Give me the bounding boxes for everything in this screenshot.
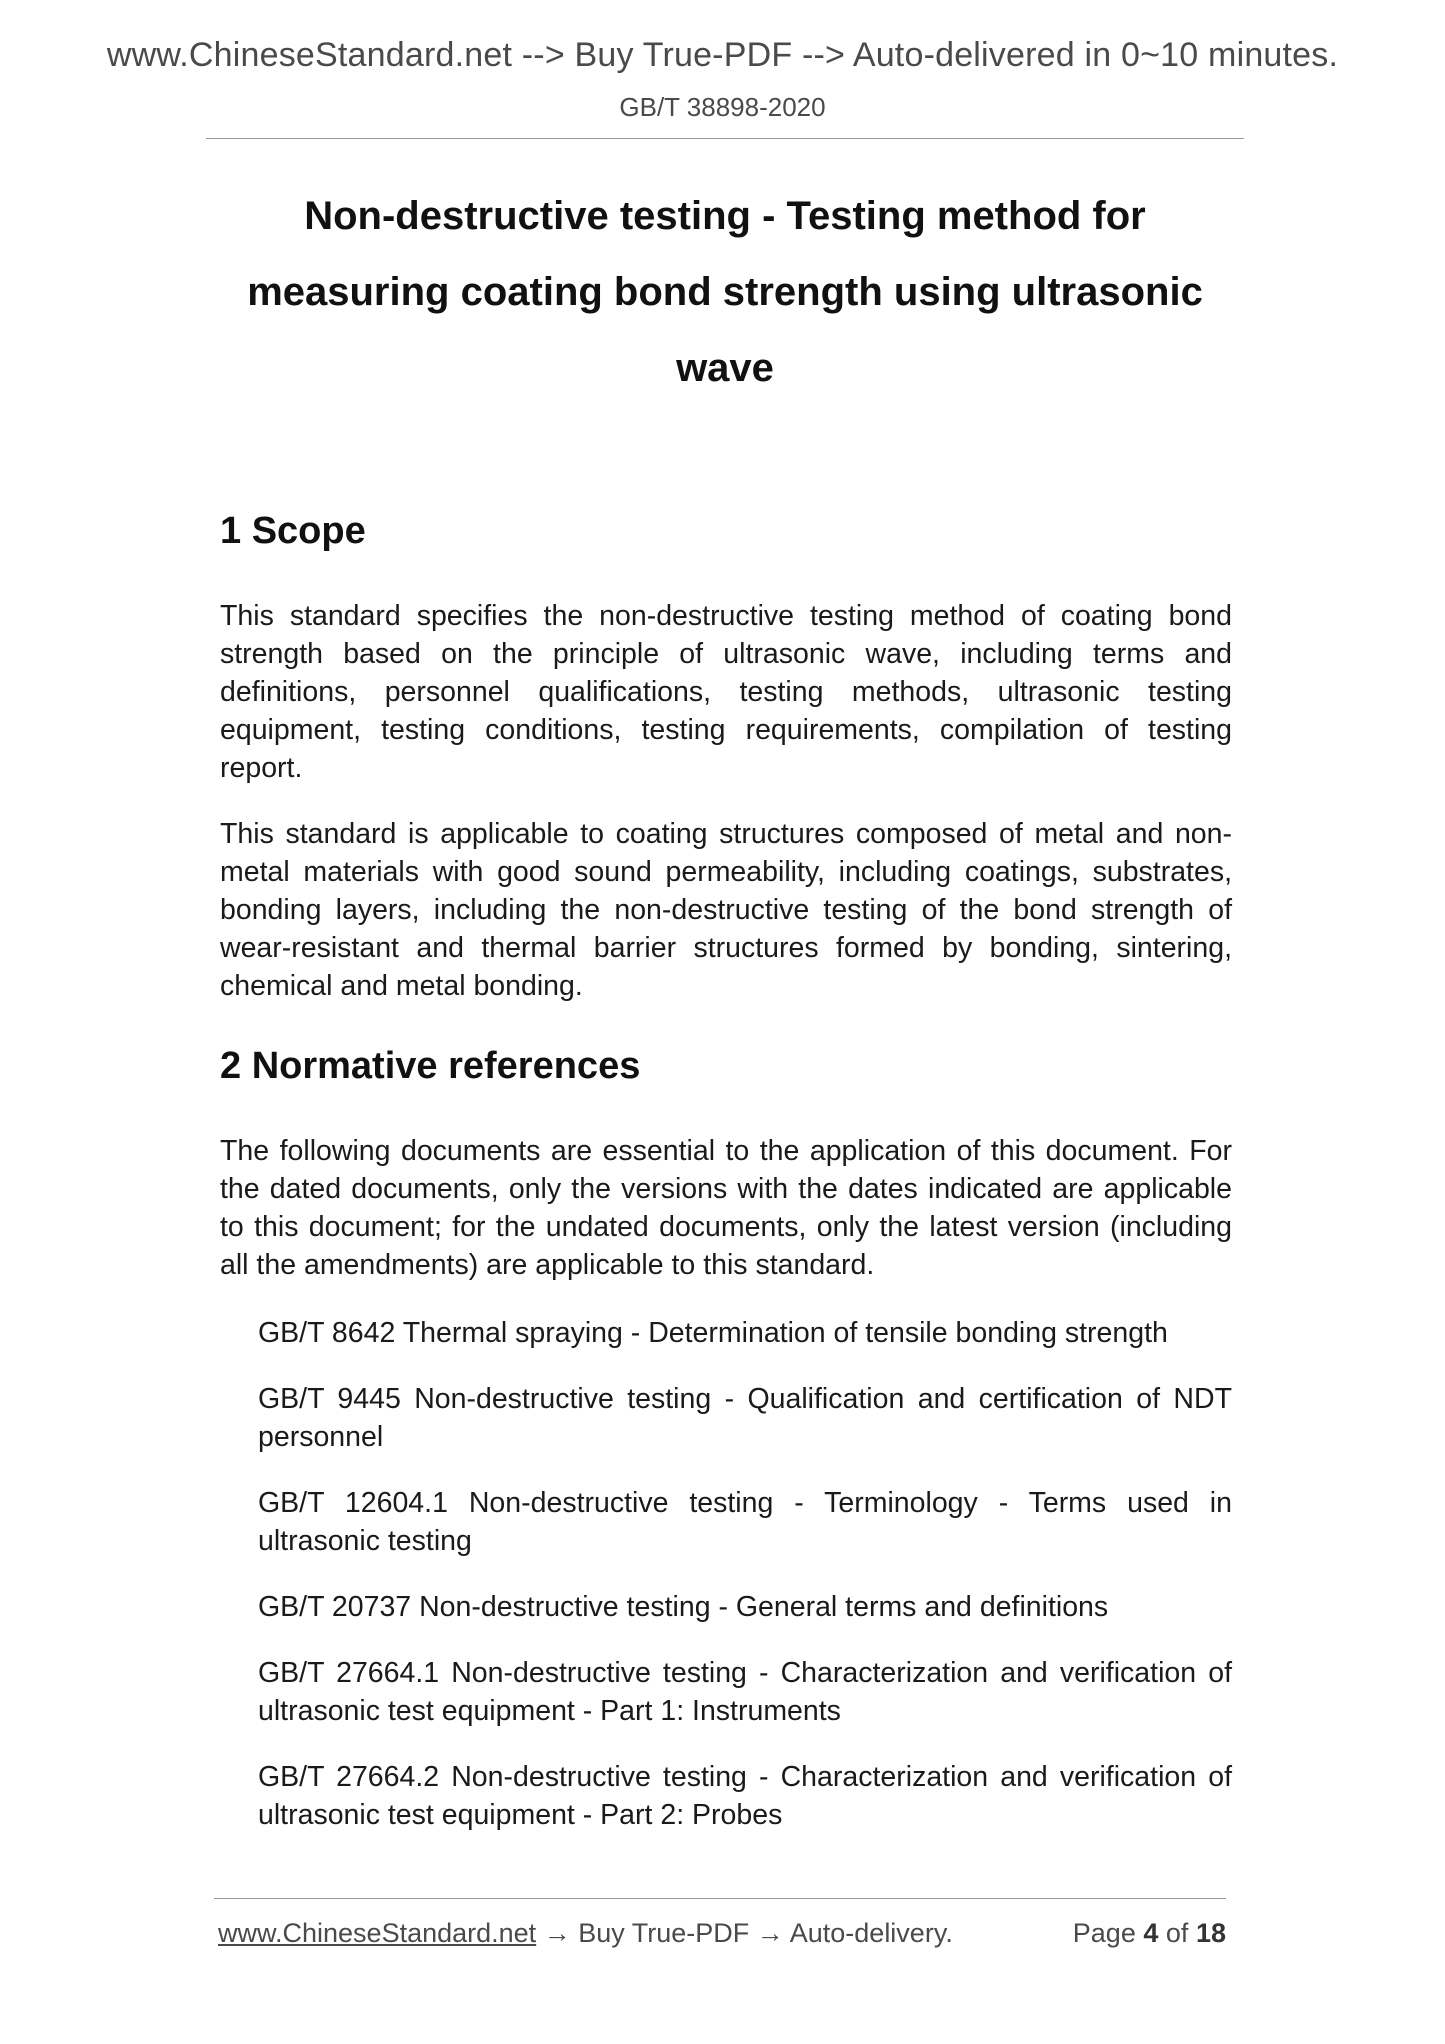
footer-site-link[interactable]: www.ChineseStandard.net xyxy=(218,1918,537,1948)
title-line-3: wave xyxy=(676,346,774,390)
reference-list xyxy=(220,1314,1232,1834)
page-current: 4 xyxy=(1143,1918,1159,1948)
scope-paragraph-1: This standard specifies the non-destructive testing method of coating bond strength based on the principle of ultrasonic wave, including terms and definitions, personnel qualifications, testing methods, ultrasonic testing equipment, testing conditions, testing requirements, compilation of testing report. xyxy=(220,600,1232,784)
page-number xyxy=(1073,1918,1226,1949)
document-title xyxy=(206,178,1244,406)
title-line-1: Non-destructive testing - Testing method for xyxy=(304,194,1146,238)
reference-item: GB/T 27664.2 Non-destructive testing - Characterization and verification of ultrasonic test equipment - Part 2: Probes xyxy=(258,1761,1232,1831)
scope-paragraph-2: This standard is applicable to coating structures composed of metal and non-metal materials with good sound permeability, including coatings, substrates, bonding layers, including the non-destructive testing of the bond strength of wear-resistant and thermal barrier structures formed by bonding, sintering, chemical and metal bonding. xyxy=(220,818,1232,1002)
footer-tagline: → Buy True-PDF → Auto-delivery. xyxy=(536,1918,953,1948)
reference-item: GB/T 9445 Non-destructive testing - Qualification and certification of NDT personnel xyxy=(258,1383,1232,1453)
page-label: Page xyxy=(1072,1918,1136,1948)
header-divider xyxy=(206,138,1244,139)
page-total: 18 xyxy=(1195,1918,1226,1948)
top-banner: www.ChineseStandard.net --> Buy True-PDF --> Auto-delivered in 0~10 minutes. xyxy=(106,36,1339,74)
document-body xyxy=(220,510,1232,1862)
references-intro: The following documents are essential to the application of this document. For the dated documents, only the versions with the dates indicated are applicable to this document; for the undated documents, only the latest version (including all the amendments) are applicable to this standard. xyxy=(220,1135,1232,1281)
section-heading-references: 2 Normative references xyxy=(220,1045,641,1087)
page-of-label: of xyxy=(1165,1918,1189,1948)
reference-item: GB/T 20737 Non-destructive testing - General terms and definitions xyxy=(258,1591,1109,1623)
title-line-2: measuring coating bond strength using ultrasonic xyxy=(247,270,1203,314)
reference-item: GB/T 27664.1 Non-destructive testing - Characterization and verification of ultrasonic test equipment - Part 1: Instruments xyxy=(258,1657,1232,1727)
reference-item: GB/T 12604.1 Non-destructive testing - Terminology - Terms used in ultrasonic testing xyxy=(258,1487,1232,1557)
doc-code: GB/T 38898-2020 xyxy=(619,92,826,122)
reference-item: GB/T 8642 Thermal spraying - Determination of tensile bonding strength xyxy=(258,1317,1168,1349)
footer-left xyxy=(218,1918,953,1949)
footer-divider xyxy=(214,1898,1226,1899)
section-heading-scope: 1 Scope xyxy=(220,510,366,552)
